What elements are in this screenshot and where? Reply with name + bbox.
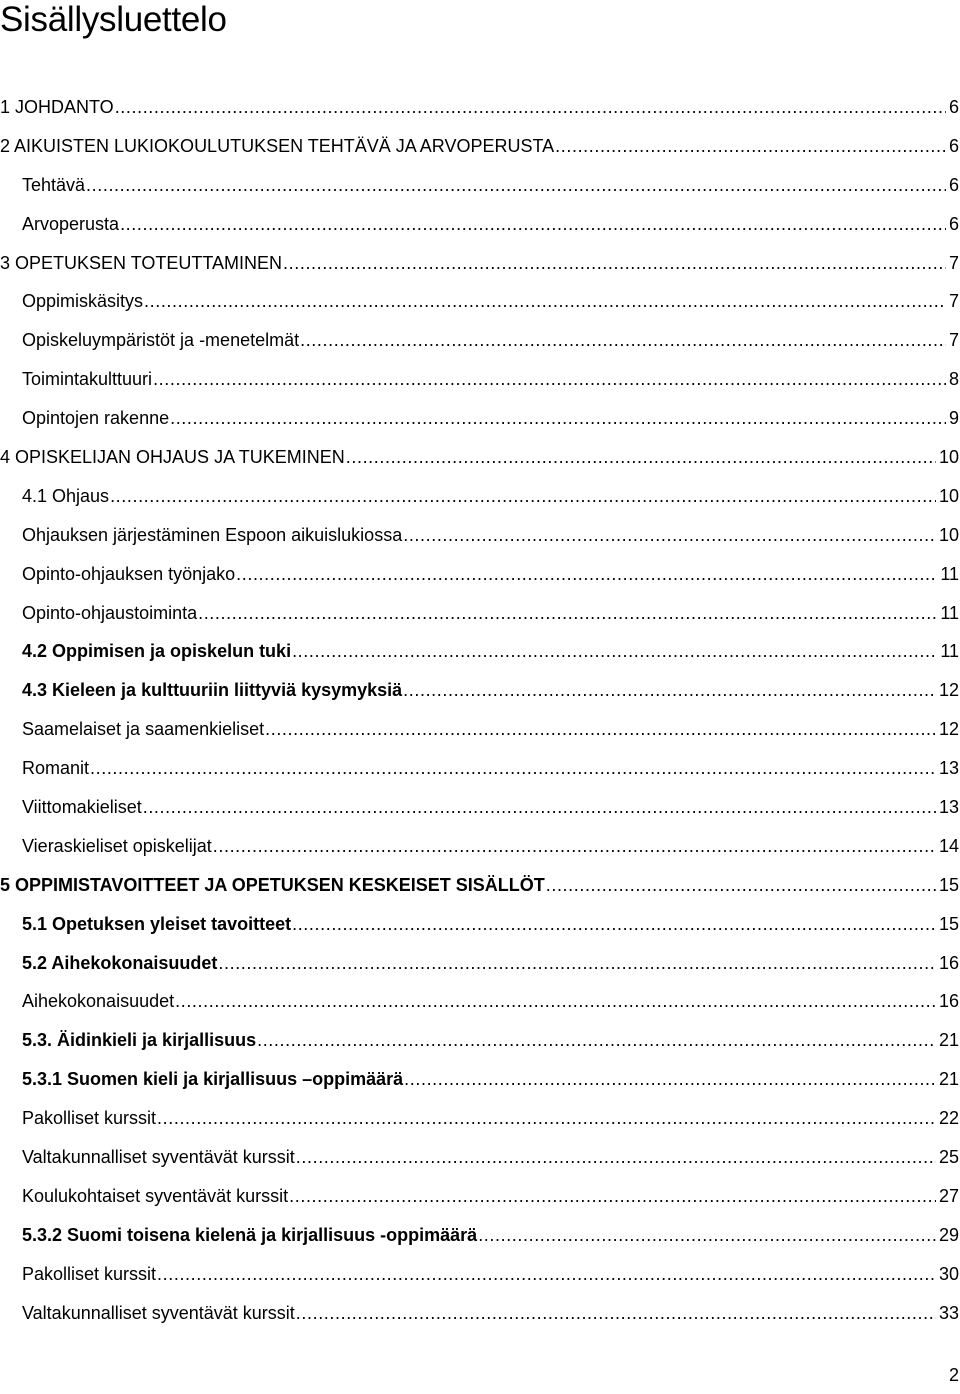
- page-number: 2: [948, 1365, 959, 1385]
- dot-leader: [265, 719, 936, 740]
- toc-entry-title: 5.1 Opetuksen yleiset tavoitteet: [22, 913, 292, 934]
- toc-entry-title: 4 OPISKELIJAN OHJAUS JA TUKEMINEN: [0, 446, 345, 467]
- toc-entry-page: 10: [938, 446, 959, 467]
- toc-entry[interactable]: [0, 788, 960, 827]
- toc-entry-page: 13: [938, 796, 959, 817]
- toc-entry-title: Opinto-ohjaustoiminta: [22, 602, 198, 623]
- toc-entry[interactable]: [0, 671, 960, 710]
- dot-leader: [144, 291, 946, 312]
- toc-entry[interactable]: [0, 1177, 960, 1216]
- toc-entry[interactable]: [0, 1255, 960, 1294]
- toc-entry[interactable]: [0, 1294, 960, 1333]
- dot-leader: [198, 603, 937, 624]
- toc-entry-title: Oppimiskäsitys: [22, 291, 144, 312]
- toc-entry-title: Vieraskieliset opiskelijat: [22, 835, 212, 856]
- toc-entry[interactable]: [0, 1138, 960, 1177]
- toc-entry-title: 4.1 Ohjaus: [22, 485, 110, 506]
- toc-entry-title: Tehtävä: [22, 174, 86, 195]
- toc-entry[interactable]: [0, 438, 960, 477]
- toc-entry-page: 12: [938, 719, 959, 740]
- toc-entry-page: 6: [948, 213, 959, 234]
- toc-entry-page: 15: [938, 913, 959, 934]
- toc-entry-title: Valtakunnalliset syventävät kurssit: [22, 1302, 295, 1323]
- toc-entry-title: Opiskeluympäristöt ja -menetelmät: [22, 330, 300, 351]
- toc-entry-page: 14: [938, 835, 959, 856]
- toc-entry-title: Pakolliset kurssit: [22, 1108, 157, 1129]
- toc-entry-page: 21: [938, 1069, 959, 1090]
- dot-leader: [170, 408, 946, 429]
- toc-entry[interactable]: [0, 827, 960, 866]
- toc-entry[interactable]: [0, 205, 960, 244]
- toc-entry-title: Opintojen rakenne: [22, 408, 170, 429]
- toc-entry[interactable]: [0, 88, 960, 127]
- toc-entry-page: 7: [948, 291, 959, 312]
- dot-leader: [292, 914, 936, 935]
- dot-leader: [213, 836, 936, 857]
- toc-entry-title: 3 OPETUKSEN TOTEUTTAMINEN: [0, 252, 283, 273]
- toc-entry-title: 2 AIKUISTEN LUKIOKOULUTUKSEN TEHTÄVÄ JA ARVOPERUSTA: [0, 135, 555, 156]
- toc-entry-title: Arvoperusta: [22, 213, 120, 234]
- toc-entry[interactable]: [0, 749, 960, 788]
- toc-entry-page: 6: [948, 174, 959, 195]
- dot-leader: [403, 525, 936, 546]
- toc-entry-page: 7: [948, 330, 959, 351]
- toc-entry-title: 1 JOHDANTO: [0, 96, 114, 117]
- toc-entry-title: Pakolliset kurssit: [22, 1263, 157, 1284]
- dot-leader: [143, 797, 936, 818]
- toc-entry-page: 16: [938, 952, 959, 973]
- toc-entry-page: 7: [948, 252, 959, 273]
- toc-entry-page: 12: [938, 680, 959, 701]
- dot-leader: [546, 875, 936, 896]
- toc-entry-page: 8: [948, 369, 959, 390]
- dot-leader: [283, 253, 946, 274]
- dot-leader: [296, 1303, 936, 1324]
- dot-leader: [403, 680, 936, 701]
- toc-entry-title: Ohjauksen järjestäminen Espoon aikuislukiossa: [22, 524, 403, 545]
- toc-entry[interactable]: [0, 244, 960, 283]
- dot-leader: [300, 330, 946, 351]
- toc-entry-page: 6: [948, 96, 959, 117]
- dot-leader: [346, 447, 936, 468]
- dot-leader: [90, 758, 936, 779]
- toc-entry-title: Opinto-ohjauksen työnjako: [22, 563, 236, 584]
- dot-leader: [478, 1225, 936, 1246]
- toc-entry-title: 4.2 Oppimisen ja opiskelun tuki: [22, 641, 292, 662]
- toc-entry[interactable]: [0, 516, 960, 555]
- toc-entry-page: 13: [938, 758, 959, 779]
- toc-entry-page: 11: [940, 641, 959, 662]
- dot-leader: [289, 1186, 936, 1207]
- toc-entry[interactable]: [0, 632, 960, 671]
- toc-entry-title: 5.3.1 Suomen kieli ja kirjallisuus –oppimäärä: [22, 1069, 404, 1090]
- dot-leader: [555, 136, 946, 157]
- toc-entry[interactable]: [0, 905, 960, 944]
- toc-entry-title: 5.3. Äidinkieli ja kirjallisuus: [22, 1030, 257, 1051]
- dot-leader: [120, 214, 946, 235]
- toc-entry-page: 33: [938, 1302, 959, 1323]
- toc-entry-page: 11: [940, 563, 959, 584]
- dot-leader: [175, 991, 936, 1012]
- dot-leader: [257, 1030, 936, 1051]
- toc-entry[interactable]: [0, 866, 960, 905]
- toc-entry-page: 30: [938, 1263, 959, 1284]
- dot-leader: [218, 953, 936, 974]
- toc-entry-title: Romanit: [22, 758, 90, 779]
- table-of-contents: [0, 88, 960, 1333]
- toc-entry-title: 5.3.2 Suomi toisena kielenä ja kirjallisuus -oppimäärä: [22, 1224, 478, 1245]
- toc-entry-title: 5.2 Aihekokonaisuudet: [22, 952, 218, 973]
- toc-entry-title: Saamelaiset ja saamenkieliset: [22, 719, 265, 740]
- toc-entry-page: 29: [938, 1224, 959, 1245]
- toc-entry[interactable]: [0, 1021, 960, 1060]
- toc-entry-page: 10: [938, 485, 959, 506]
- dot-leader: [153, 369, 946, 390]
- toc-entry-page: 11: [940, 602, 959, 623]
- toc-entry[interactable]: [0, 710, 960, 749]
- toc-entry-page: 25: [938, 1146, 959, 1167]
- toc-entry[interactable]: [0, 166, 960, 205]
- toc-entry-page: 16: [938, 991, 959, 1012]
- toc-entry[interactable]: [0, 982, 960, 1021]
- page-title: Sisällysluettelo: [0, 0, 227, 39]
- toc-entry-title: Aihekokonaisuudet: [22, 991, 175, 1012]
- toc-entry-page: 15: [938, 874, 959, 895]
- toc-entry-page: 21: [938, 1030, 959, 1051]
- toc-entry-title: Toimintakulttuuri: [22, 369, 153, 390]
- toc-entry-title: Koulukohtaiset syventävät kurssit: [22, 1185, 289, 1206]
- toc-entry[interactable]: [0, 1099, 960, 1138]
- dot-leader: [115, 97, 946, 118]
- toc-entry[interactable]: [0, 399, 960, 438]
- toc-entry[interactable]: [0, 555, 960, 594]
- dot-leader: [110, 486, 936, 507]
- dot-leader: [157, 1108, 936, 1129]
- toc-entry-page: 10: [938, 524, 959, 545]
- dot-leader: [86, 175, 946, 196]
- toc-entry[interactable]: [0, 282, 960, 321]
- toc-entry-title: 4.3 Kieleen ja kulttuuriin liittyviä kysymyksiä: [22, 680, 403, 701]
- toc-entry-page: 9: [948, 408, 959, 429]
- toc-entry-page: 27: [938, 1185, 959, 1206]
- dot-leader: [236, 564, 937, 585]
- toc-entry[interactable]: [0, 944, 960, 983]
- toc-entry[interactable]: [0, 360, 960, 399]
- toc-entry[interactable]: [0, 127, 960, 166]
- toc-entry-title: Valtakunnalliset syventävät kurssit: [22, 1146, 295, 1167]
- toc-entry-title: Viittomakieliset: [22, 796, 142, 817]
- toc-entry[interactable]: [0, 594, 960, 633]
- dot-leader: [157, 1264, 936, 1285]
- dot-leader: [296, 1147, 936, 1168]
- toc-entry[interactable]: [0, 1216, 960, 1255]
- dot-leader: [292, 641, 937, 662]
- toc-entry-page: 6: [948, 135, 959, 156]
- toc-entry[interactable]: [0, 321, 960, 360]
- toc-entry-title: 5 OPPIMISTAVOITTEET JA OPETUKSEN KESKEISET SISÄLLÖT: [0, 874, 545, 895]
- toc-entry[interactable]: [0, 1060, 960, 1099]
- toc-entry-page: 22: [938, 1108, 959, 1129]
- toc-entry[interactable]: [0, 477, 960, 516]
- dot-leader: [404, 1069, 936, 1090]
